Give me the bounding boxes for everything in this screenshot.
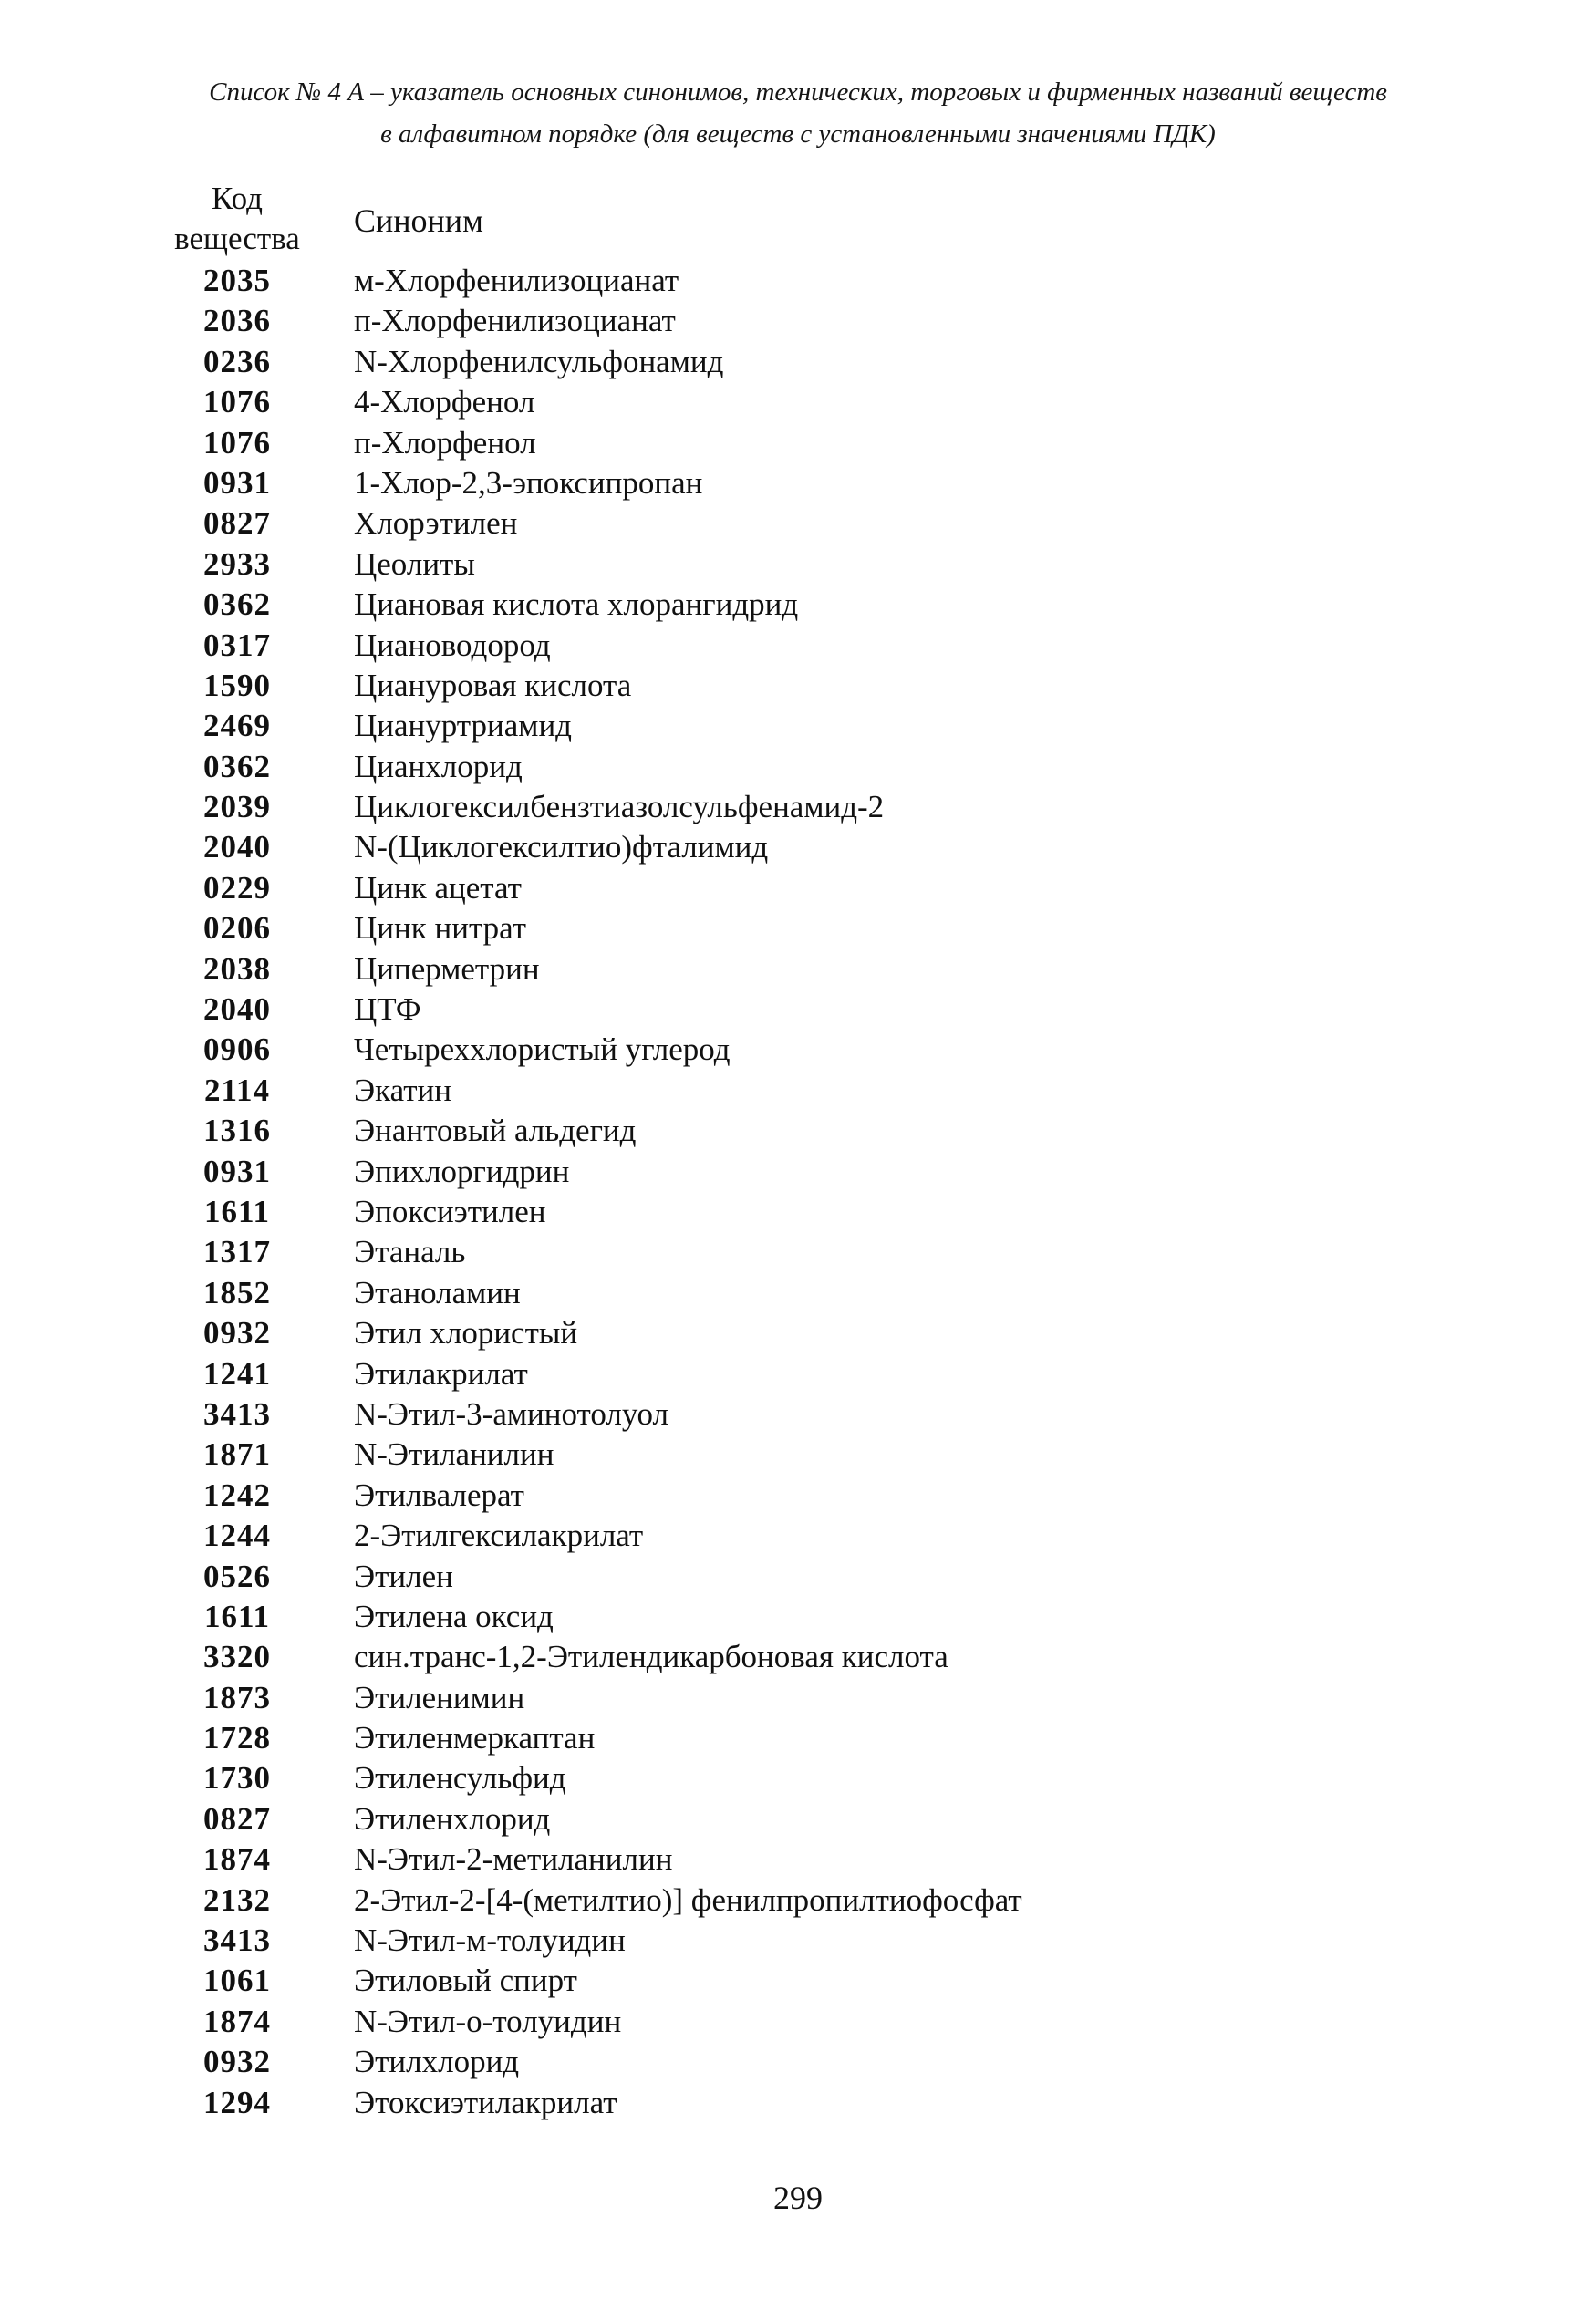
substance-code: 0827 bbox=[203, 505, 271, 542]
substance-code: 2114 bbox=[203, 1072, 271, 1108]
synonym-name: Эпоксиэтилен bbox=[354, 1193, 546, 1229]
substance-code: 3413 bbox=[203, 1922, 271, 1959]
table-row bbox=[155, 1597, 1432, 1637]
synonym-name: Этилвалерат bbox=[354, 1476, 524, 1513]
table-row bbox=[155, 1637, 1432, 1677]
column-header-synonym: Синоним bbox=[354, 202, 483, 239]
substance-code: 1244 bbox=[203, 1518, 271, 1554]
substance-code: 1852 bbox=[203, 1274, 271, 1311]
substance-code: 2933 bbox=[203, 545, 271, 582]
table-row bbox=[155, 1273, 1432, 1313]
synonym-name: Циклогексилбензтиазолсульфенамид-2 bbox=[354, 789, 885, 825]
substance-code: 1874 bbox=[203, 2003, 271, 2039]
table-row bbox=[155, 2042, 1432, 2082]
synonym-name: м-Хлорфенилизоцианат bbox=[354, 263, 679, 298]
header-line-2: в алфавитном порядке (для веществ с установленными значениями ПДК) bbox=[380, 119, 1216, 149]
substance-code: 1611 bbox=[203, 1193, 271, 1229]
table-row bbox=[155, 1758, 1432, 1798]
table-row bbox=[155, 503, 1432, 544]
substance-code: 0526 bbox=[203, 1558, 271, 1594]
synonym-name: Цианхлорид bbox=[354, 748, 523, 784]
substance-code: 0206 bbox=[203, 910, 271, 947]
synonym-name: Этаноламин bbox=[354, 1274, 521, 1311]
substance-code: 0317 bbox=[203, 627, 271, 663]
synonym-name: Цинк нитрат bbox=[354, 910, 527, 947]
substance-code: 3413 bbox=[203, 1395, 271, 1432]
synonym-name: Этиленсульфид bbox=[354, 1760, 566, 1797]
synonym-name: п-Хлорфенол bbox=[354, 424, 536, 461]
substance-code: 1317 bbox=[203, 1234, 271, 1270]
synonym-name: Этоксиэтилакрилат bbox=[354, 2084, 617, 2120]
table-row bbox=[155, 787, 1432, 827]
synonym-name: Этиловый спирт bbox=[354, 1963, 577, 1999]
substance-code: 2039 bbox=[203, 789, 271, 825]
table-row bbox=[155, 1030, 1432, 1070]
table-row bbox=[155, 382, 1432, 422]
substance-code: 2469 bbox=[203, 708, 271, 744]
synonym-name: Этиленхлорид bbox=[354, 1800, 551, 1837]
substance-code: 2132 bbox=[203, 1881, 271, 1918]
synonym-name: Циануртриамид bbox=[354, 708, 572, 744]
synonym-name: Этаналь bbox=[354, 1234, 466, 1270]
substance-code: 2040 bbox=[203, 829, 271, 865]
substance-code: 1061 bbox=[203, 1963, 271, 1999]
substance-code: 0931 bbox=[203, 1153, 271, 1189]
synonym-name: 2-Этилгексилакрилат bbox=[354, 1518, 644, 1554]
table-row bbox=[155, 1718, 1432, 1758]
substance-code: 2040 bbox=[203, 991, 271, 1028]
substance-code: 1076 bbox=[203, 424, 271, 461]
synonym-name: Этилен bbox=[354, 1558, 453, 1594]
synonym-name: Этиленмеркаптан bbox=[354, 1720, 596, 1756]
substance-code: 1590 bbox=[203, 667, 271, 703]
substance-code: 1728 bbox=[203, 1720, 271, 1756]
table-row bbox=[155, 1476, 1432, 1516]
table-row bbox=[155, 1839, 1432, 1880]
substance-code: 1873 bbox=[203, 1679, 271, 1715]
table-body bbox=[155, 261, 1432, 2123]
table-row bbox=[155, 626, 1432, 666]
synonym-name: Экатин bbox=[354, 1072, 451, 1108]
table-row bbox=[155, 1516, 1432, 1556]
substance-code: 0362 bbox=[203, 748, 271, 784]
table-row bbox=[155, 1394, 1432, 1435]
synonym-name: Этиленимин bbox=[354, 1679, 525, 1715]
table-row bbox=[155, 1961, 1432, 2001]
substance-code: 1294 bbox=[203, 2084, 271, 2120]
table-row bbox=[155, 1880, 1432, 1921]
substance-code: 0932 bbox=[203, 2044, 271, 2080]
substance-code: 3320 bbox=[203, 1639, 271, 1675]
table-row bbox=[155, 585, 1432, 625]
substance-code: 1874 bbox=[203, 1841, 271, 1878]
table-row bbox=[155, 747, 1432, 787]
synonym-name: N-Этил-о-толуидин bbox=[354, 2003, 622, 2039]
table-header bbox=[155, 179, 1432, 263]
synonym-name: N-Этил-м-толуидин bbox=[354, 1922, 626, 1959]
page-header bbox=[55, 71, 1541, 155]
table-row bbox=[155, 544, 1432, 585]
synonym-name: N-Хлорфенилсульфонамид bbox=[354, 343, 724, 379]
synonym-name: N-(Циклогексилтио)фталимид bbox=[354, 829, 769, 865]
synonym-name: Эпихлоргидрин bbox=[354, 1153, 570, 1189]
substance-code: 1316 bbox=[203, 1113, 271, 1149]
table-row bbox=[155, 1678, 1432, 1718]
table-row bbox=[155, 1232, 1432, 1272]
table-row bbox=[155, 1921, 1432, 1961]
table-row bbox=[155, 706, 1432, 746]
table-row bbox=[155, 1071, 1432, 1111]
synonym-name: Цеолиты bbox=[354, 545, 475, 582]
synonym-name: Энантовый альдегид bbox=[354, 1113, 637, 1149]
substance-code: 1076 bbox=[203, 384, 271, 420]
substance-code: 2038 bbox=[203, 950, 271, 987]
substance-code: 2035 bbox=[203, 263, 271, 298]
synonym-name: Циперметрин bbox=[354, 950, 540, 987]
synonym-name: Четыреххлористый углерод bbox=[354, 1031, 731, 1068]
table-row bbox=[155, 1799, 1432, 1839]
substance-code: 0931 bbox=[203, 464, 271, 501]
synonym-name: Циануровая кислота bbox=[354, 667, 632, 703]
synonym-name: N-Этил-3-аминотолуол bbox=[354, 1395, 668, 1432]
table-row bbox=[155, 301, 1432, 341]
synonym-name: Этилена оксид bbox=[354, 1598, 554, 1634]
synonym-name: Циановая кислота хлорангидрид bbox=[354, 586, 799, 623]
substance-code: 0932 bbox=[203, 1315, 271, 1352]
substance-code: 2036 bbox=[203, 303, 271, 339]
table-row bbox=[155, 1354, 1432, 1394]
table-row bbox=[155, 827, 1432, 867]
table-row bbox=[155, 1313, 1432, 1353]
substance-code: 0236 bbox=[203, 343, 271, 379]
synonym-name: Цинк ацетат bbox=[354, 869, 522, 906]
substance-code: 1242 bbox=[203, 1476, 271, 1513]
synonym-table bbox=[155, 179, 1432, 2120]
synonym-name: Этилхлорид bbox=[354, 2044, 520, 2080]
substance-code: 1241 bbox=[203, 1355, 271, 1392]
table-row bbox=[155, 666, 1432, 706]
table-row bbox=[155, 1111, 1432, 1151]
table-row bbox=[155, 342, 1432, 382]
table-row bbox=[155, 1435, 1432, 1475]
page-number: 299 bbox=[773, 2180, 823, 2216]
substance-code: 0229 bbox=[203, 869, 271, 906]
synonym-name: 2-Этил-2-[4-(метилтио)] фенилпропилтиофосфат bbox=[354, 1881, 1022, 1918]
synonym-name: N-Этиланилин bbox=[354, 1436, 554, 1473]
column-header-code: Код вещества bbox=[174, 181, 300, 256]
synonym-name: N-Этил-2-метиланилин bbox=[354, 1841, 673, 1878]
table-row bbox=[155, 949, 1432, 989]
substance-code: 1730 bbox=[203, 1760, 271, 1797]
table-row bbox=[155, 868, 1432, 908]
synonym-name: 1-Хлор-2,3-эпоксипропан bbox=[354, 464, 703, 501]
synonym-name: 4-Хлорфенол bbox=[354, 384, 535, 420]
table-row bbox=[155, 908, 1432, 948]
synonym-name: син.транс-1,2-Этилендикарбоновая кислота bbox=[354, 1639, 948, 1675]
substance-code: 0362 bbox=[203, 586, 271, 623]
synonym-name: п-Хлорфенилизоцианат bbox=[354, 303, 676, 339]
table-row bbox=[155, 423, 1432, 463]
header-line-1: Список № 4 А – указатель основных синонимов, технических, торговых и фирменных названий веществ bbox=[209, 78, 1387, 107]
substance-code: 1611 bbox=[203, 1598, 271, 1634]
table-row bbox=[155, 261, 1432, 301]
synonym-name: Этилакрилат bbox=[354, 1355, 528, 1392]
table-row bbox=[155, 1557, 1432, 1597]
table-row bbox=[155, 1152, 1432, 1192]
synonym-name: ЦТФ bbox=[354, 991, 421, 1028]
table-row bbox=[155, 2083, 1432, 2123]
table-row bbox=[155, 2002, 1432, 2042]
substance-code: 1871 bbox=[203, 1436, 271, 1473]
table-row bbox=[155, 1192, 1432, 1232]
synonym-name: Циановодород bbox=[354, 627, 551, 663]
table-row bbox=[155, 463, 1432, 503]
substance-code: 0906 bbox=[203, 1031, 271, 1068]
synonym-name: Хлорэтилен bbox=[354, 505, 518, 542]
synonym-name: Этил хлористый bbox=[354, 1315, 578, 1352]
substance-code: 0827 bbox=[203, 1800, 271, 1837]
table-row bbox=[155, 989, 1432, 1030]
